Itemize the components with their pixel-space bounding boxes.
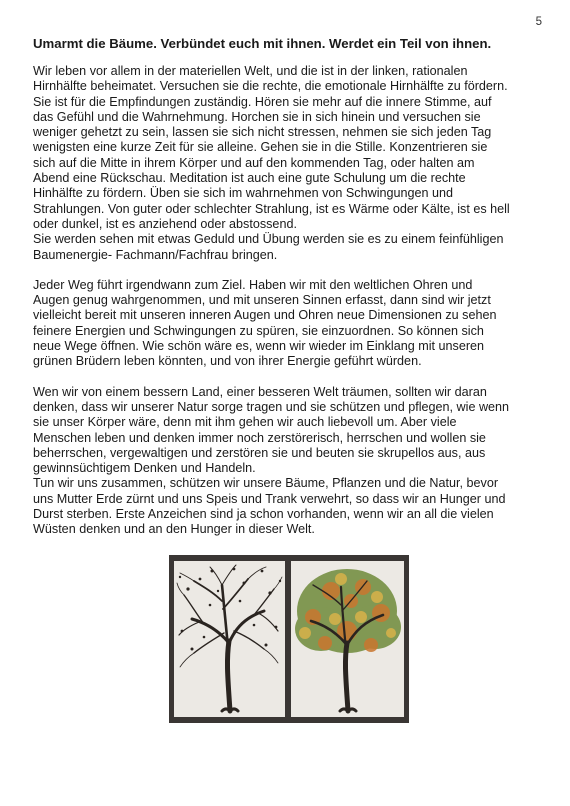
leafy-tree-illustration bbox=[291, 561, 404, 717]
paragraph-2: Jeder Weg führt irgendwann zum Ziel. Haben wir mit den weltlichen Ohren und Augen genug wahrgenommen, und mit unseren Sinnen erfasst, dann sind wir jetzt vielleicht bereit mit unseren inneren Augen und Ohren neue Dimensionen zu sehen feinere Energien und Schwingungen zu spüren, sie einzuordnen. So können sich neue Wege öffnen. Wie schön wäre es, wenn wir wieder im Einklang mit unseren grünen Brüdern leben könnten, und von ihrer Energie geführt würden. bbox=[33, 277, 497, 369]
bare-tree-panel bbox=[174, 561, 285, 717]
paragraph-1: Wir leben vor allem in der materiellen Welt, und die ist in der linken, rationalen Hirnhälfte beheimatet. Versuchen sie die rechte, die emotionale Hirnhälfte zu fördern. Sie ist für die Empfindungen zuständig. Hören sie mehr auf die innere Stimme, auf das Gefühl und die Wahrnehmung. Horchen sie in sich hinein und versuchen sie weniger gehetzt zu sein, lassen sie sich nicht stressen, nehmen sie sich jeden Tag wenigsten eine kurze Zeit für sie alleine. Gehen sie in die Stille. Konzentrieren sie sich auf die Mitte in ihrem Körper und auf den kommenden Tag, oder halten am Abend eine Rückschau. Meditation ist auch eine gute Schulung um die rechte Hinhälfte zu fördern. Üben sie sich im wahrnehmen von Schwingungen und Strahlungen. Von guter oder schlechter Strahlung, ist es Wärme oder Kälte, ist es hell oder dunkel, ist es anziehend oder abstossend. Sie werden sehen mit etwas Geduld und Übung werden sie es zu einem feinfühligen Baumenergie- Fachmann/Fachfrau bringen. bbox=[33, 64, 510, 262]
paragraph-3: Wen wir von einem bessern Land, einer besseren Welt träumen, sollten wir daran denken, dass wir unserer Natur sorge tragen und sie schützen und pflegen, wie wenn sie unser Körper wäre, denn mit ihm gehen wir auch liebevoll um. Aber viele Menschen leben und denken immer noch zerstörerisch, herrschen und wollen sie beherrschen, vergewaltigen und zerstören sie und beuten sie skrupellos aus, aus gewinnsüchtigem Denken und Handeln. Tun wir uns zusammen, schützen wir unsere Bäume, Pflanzen und die Natur, bevor uns Mutter Erde zürnt und uns Speis und Trank verwehrt, so dass wir an Hunger und Durst sterben. Erste Anzeichen sind ja schon vorhanden, wenn wir an all die vielen Wüsten denken und an den Hunger in dieser Welt. bbox=[33, 384, 510, 537]
bare-tree-illustration bbox=[174, 561, 285, 717]
page-number: 5 bbox=[535, 16, 542, 28]
body-text bbox=[33, 64, 548, 553]
tree-painting-diptych bbox=[169, 555, 409, 723]
page-title: Umarmt die Bäume. Verbündet euch mit ihnen. Werdet ein Teil von ihnen. bbox=[33, 36, 492, 51]
leafy-tree-panel bbox=[291, 561, 404, 717]
